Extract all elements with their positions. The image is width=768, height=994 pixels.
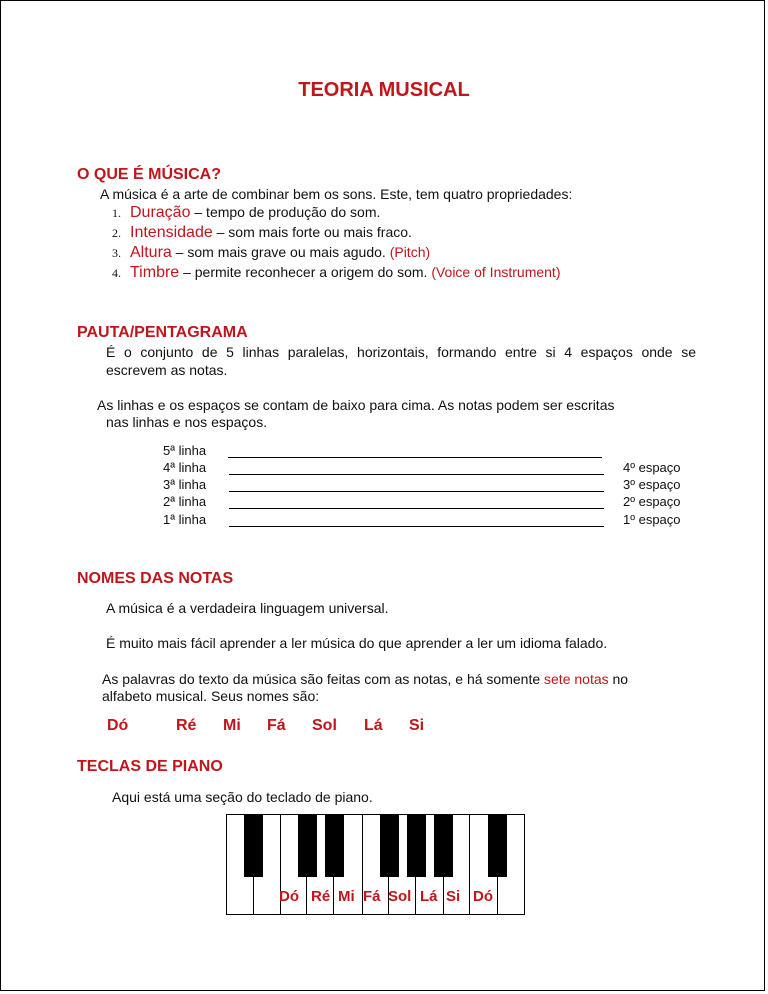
easier-to-read-text: É muito mais fácil aprender a ler música do que aprender a ler um idioma falado. [106,635,608,651]
staff-space-label: 2º espaço [623,494,681,509]
white-key-divider [469,815,470,914]
seven-notes-text-before: As palavras do texto da música são feitas com as notas, e há somente [102,671,545,687]
black-key [380,815,399,877]
staff-line-4 [229,474,604,475]
key-label: Mi [338,888,355,905]
key-label: Ré [311,888,331,905]
item-number: 2. [112,226,121,240]
property-description: – som mais grave ou mais agudo. [171,244,390,260]
staff-definition-line2: escrevem as notas. [106,362,228,378]
item-number: 1. [112,206,121,220]
note-name: Si [409,717,425,734]
document-title: TEORIA MUSICAL [298,79,470,101]
staff-line-1 [229,526,604,527]
seven-notes-text-line2: alfabeto musical. Seus nomes são: [102,688,320,704]
piano-keyboard [226,814,525,915]
staff-line-5 [228,457,602,458]
property-term: Altura [130,244,172,261]
note-name: Fá [267,717,286,734]
property-description: – som mais forte ou mais fraco. [212,224,412,240]
black-key [325,815,344,877]
key-label: Si [446,888,461,905]
staff-line-2 [229,508,604,509]
staff-line-label: 4ª linha [163,460,207,475]
note-name: Sol [312,717,337,734]
property-term: Timbre [130,264,180,281]
black-key [407,815,426,877]
note-name: Ré [176,717,197,734]
staff-space-label: 3º espaço [623,477,681,492]
seven-notes-text [102,671,628,687]
key-label: Dó [279,888,299,905]
black-key [298,815,317,877]
staff-line-label: 3ª linha [163,477,207,492]
property-item [112,204,380,222]
heading-piano-keys: TECLAS DE PIANO [77,758,223,775]
staff-line-3 [229,491,604,492]
piano-intro-text: Aqui está uma seção do teclado de piano. [112,789,373,805]
staff-line-label: 5ª linha [163,443,207,458]
black-key [434,815,453,877]
seven-notes-highlight: sete notas [544,671,609,687]
item-number: 3. [112,246,121,260]
note-name: Lá [364,717,383,734]
property-term: Duração [130,204,191,221]
property-item [112,264,560,282]
heading-note-names: NOMES DAS NOTAS [77,570,234,587]
staff-line-label: 1ª linha [163,512,207,527]
property-translation: (Pitch) [389,244,431,260]
property-item [112,244,430,262]
key-label: Sol [388,888,412,905]
note-name: Mi [223,717,241,734]
property-item [112,224,412,242]
property-description: – tempo de produção do som. [190,204,381,220]
staff-counting-line1: As linhas e os espaços se contam de baixo para cima. As notas podem ser escritas [97,397,615,413]
heading-staff: PAUTA/PENTAGRAMA [77,324,248,341]
note-name: Dó [107,717,129,734]
universal-language-text: A música é a verdadeira linguagem universal. [106,600,389,616]
item-number: 4. [112,266,121,280]
key-label: Lá [420,888,438,905]
staff-definition-line1: É o conjunto de 5 linhas paralelas, horizontais, formando entre si 4 espaços onde se [106,344,696,360]
staff-space-label: 1º espaço [623,512,681,527]
staff-counting-line2: nas linhas e nos espaços. [106,414,268,430]
music-definition: A música é a arte de combinar bem os sons. Este, tem quatro propriedades: [100,186,573,202]
black-key [488,815,507,877]
property-description: – permite reconhecer a origem do som. [179,264,432,280]
seven-notes-text-after: no [608,671,629,687]
staff-space-label: 4º espaço [623,460,681,475]
key-label: Fá [363,888,381,905]
key-label: Dó [473,888,493,905]
black-key [244,815,263,877]
property-term: Intensidade [130,224,213,241]
property-translation: (Voice of Instrument) [431,264,561,280]
heading-what-is-music: O QUE É MÚSICA? [77,166,222,183]
staff-line-label: 2ª linha [163,494,207,509]
